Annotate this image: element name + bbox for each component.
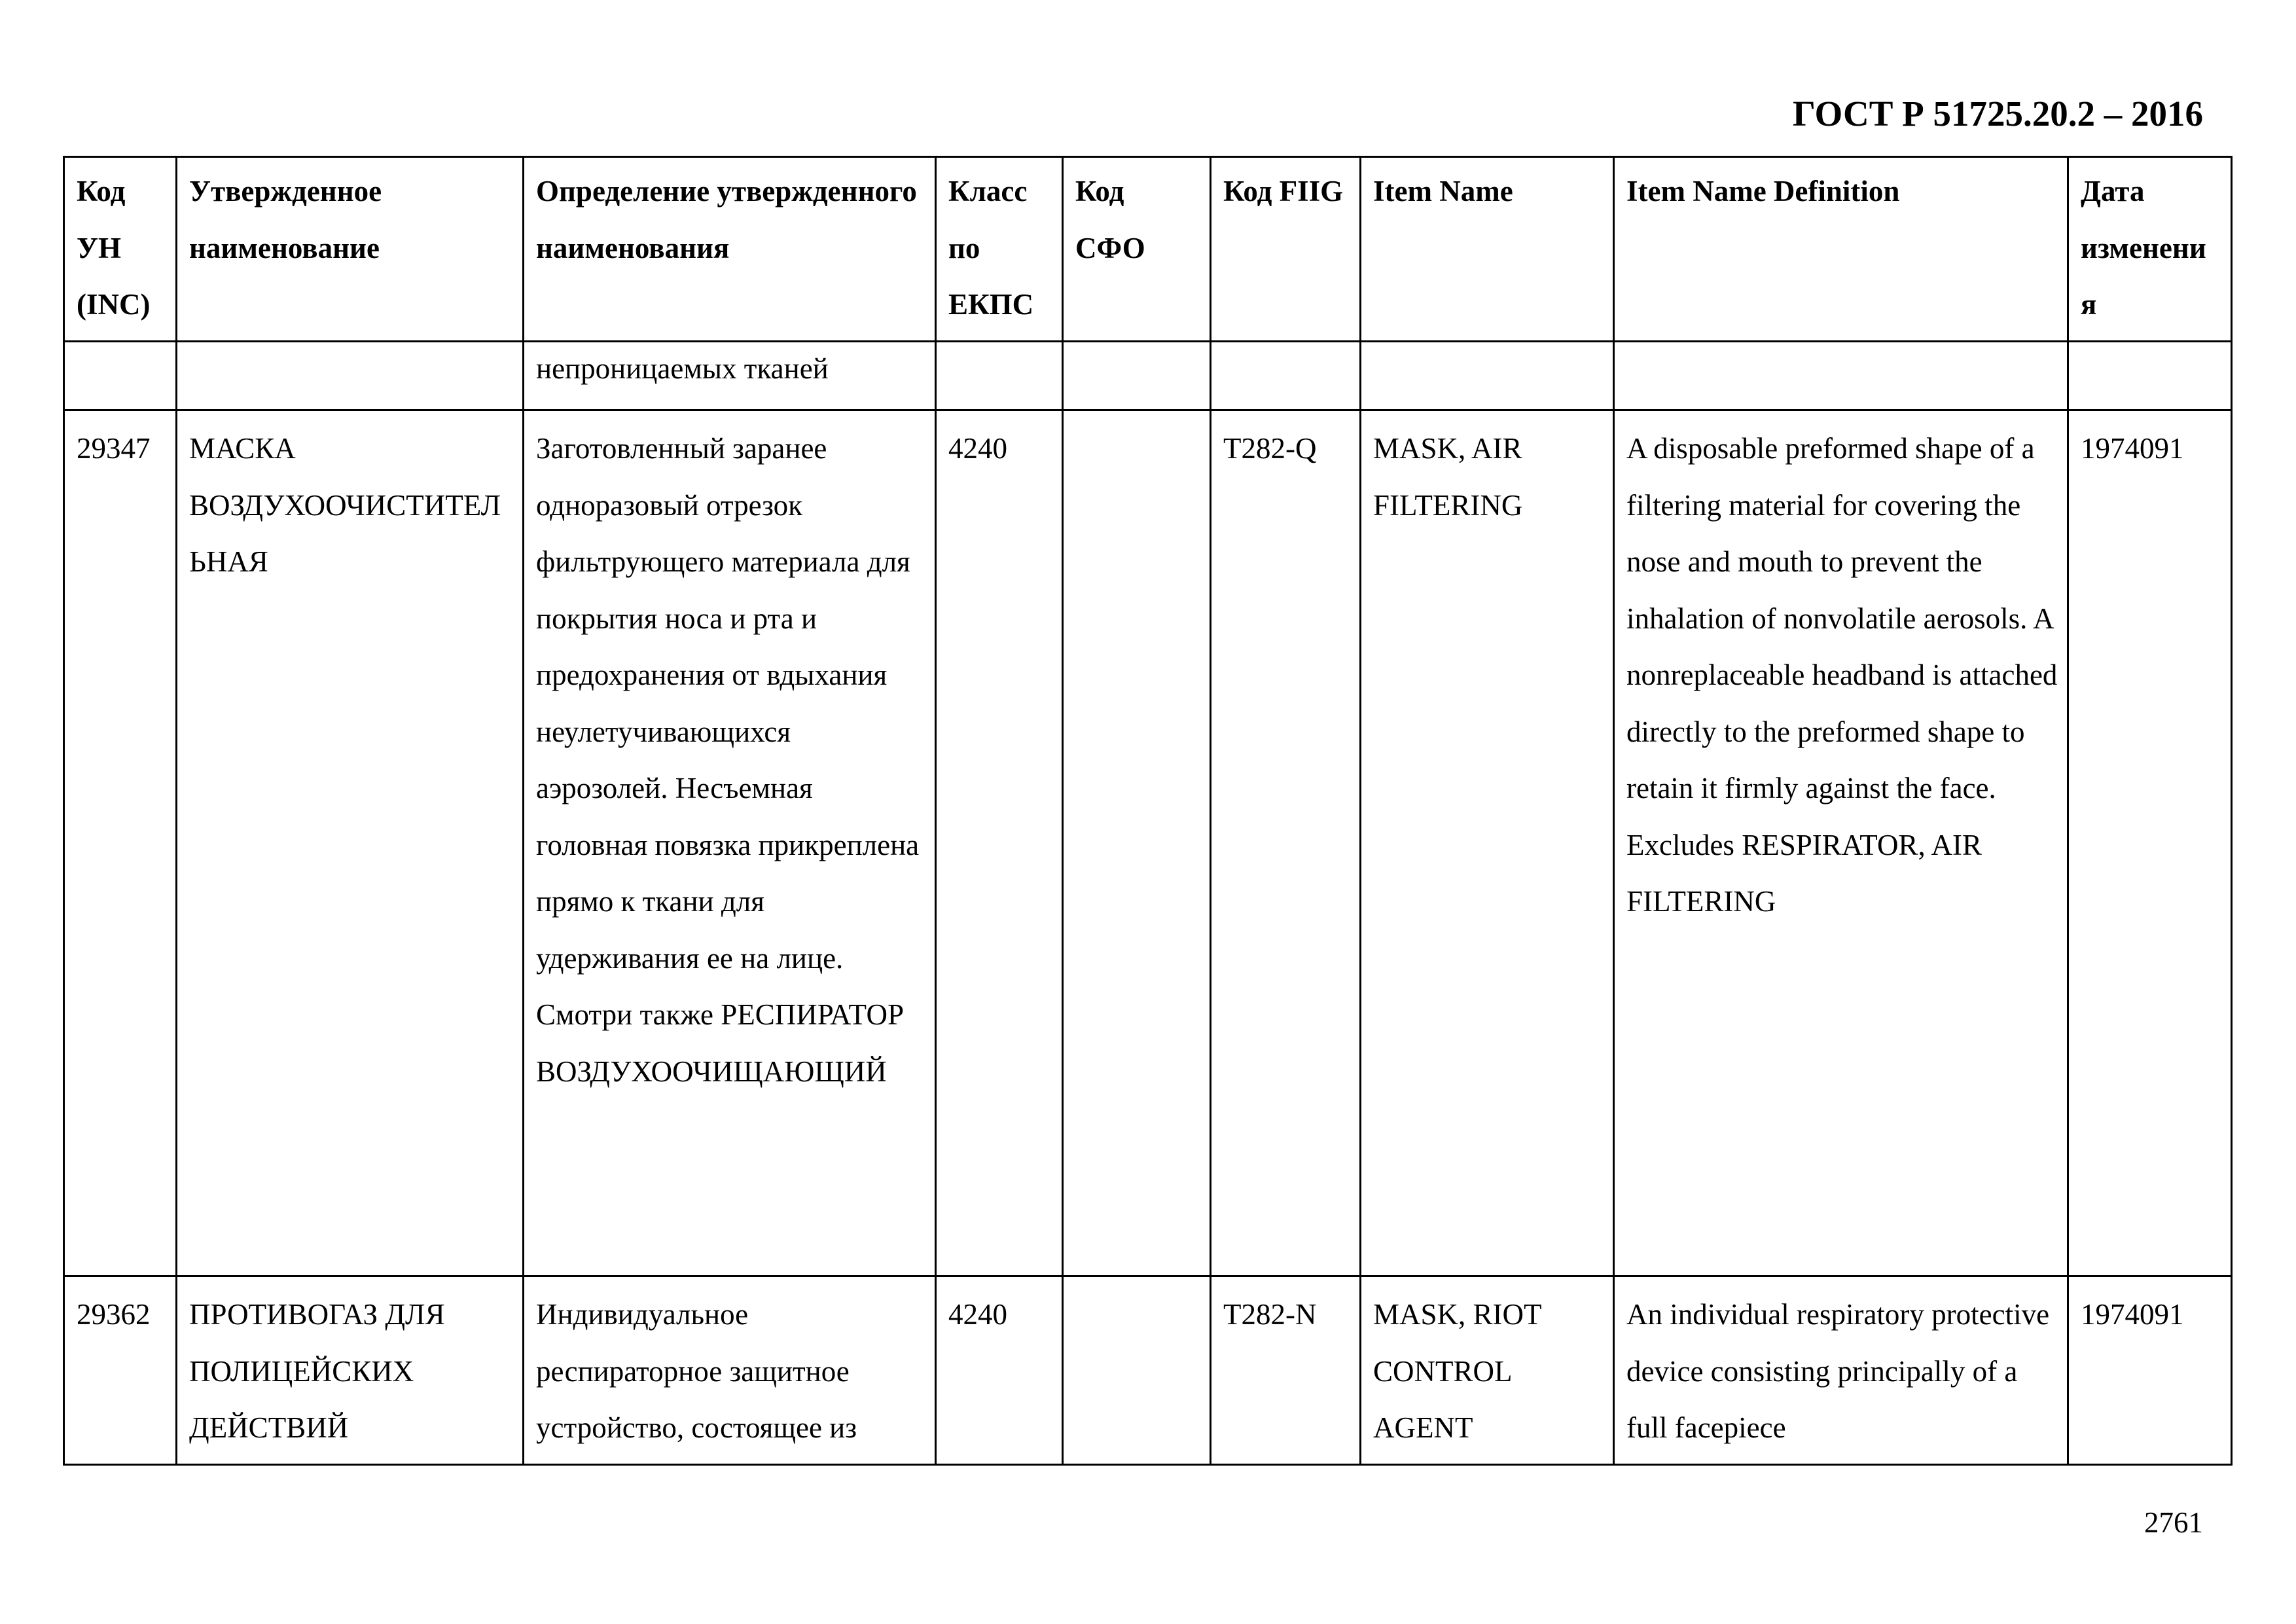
table-row xyxy=(64,410,2232,1276)
col-header-item-name-definition: Item Name Definition xyxy=(1614,157,2068,342)
col-header-definition: Определение утвержденного наименования xyxy=(524,157,936,342)
table-cell xyxy=(177,342,524,410)
date-cell: 1974091 xyxy=(2068,410,2232,1276)
col-header-fiig: Код FIIG xyxy=(1211,157,1361,342)
table-cell xyxy=(1063,342,1211,410)
col-header-date: Дата изменения xyxy=(2068,157,2232,342)
definition-cell: Индивидуальное респираторное защитное устройство, состоящее из xyxy=(524,1276,936,1465)
document-header: ГОСТ Р 51725.20.2 – 2016 xyxy=(1792,94,2203,134)
table-row xyxy=(64,1276,2232,1465)
item-name-cell: MASK, AIR FILTERING xyxy=(1361,410,1614,1276)
table-cell xyxy=(1211,342,1361,410)
inc-cell: 29347 xyxy=(64,410,177,1276)
table-cell xyxy=(1361,342,1614,410)
class-cell: 4240 xyxy=(936,1276,1063,1465)
table-header-row xyxy=(64,157,2232,342)
classification-table xyxy=(63,156,2233,1466)
date-cell: 1974091 xyxy=(2068,1276,2232,1465)
approved-name-cell: ПРОТИВОГАЗ ДЛЯ ПОЛИЦЕЙСКИХ ДЕЙСТВИЙ xyxy=(177,1276,524,1465)
item-name-definition-cell: An individual respiratory protective device consisting principally of a full facepiece xyxy=(1614,1276,2068,1465)
item-name-cell: MASK, RIOT CONTROL AGENT xyxy=(1361,1276,1614,1465)
sfo-cell xyxy=(1063,410,1211,1276)
class-cell: 4240 xyxy=(936,410,1063,1276)
item-name-definition-cell: A disposable preformed shape of a filtering material for covering the nose and mouth to prevent the inhalation of nonvolatile aerosols. A nonreplaceable headband is attached directly to the preformed shape to retain it firmly against the face. Excludes RESPIRATOR, AIR FILTERING xyxy=(1614,410,2068,1276)
inc-cell: 29362 xyxy=(64,1276,177,1465)
definition-cell: Заготовленный заранее одноразовый отрезок фильтрующего материала для покрытия носа и рта и предохранения от вдыхания неулетучивающихся аэрозолей. Несъемная головная повязка прикреплена прямо к ткани для удерживания ее на лице. Смотри также РЕСПИРАТОР ВОЗДУХООЧИЩАЮЩИЙ xyxy=(524,410,936,1276)
definition-continuation: непроницаемых тканей xyxy=(524,342,936,410)
col-header-approved-name: Утвержденное наименование xyxy=(177,157,524,342)
continuation-row xyxy=(64,342,2232,410)
col-header-sfo: Код СФО xyxy=(1063,157,1211,342)
table-cell xyxy=(1614,342,2068,410)
col-header-inc: Код УН (INC) xyxy=(64,157,177,342)
table-cell xyxy=(64,342,177,410)
fiig-cell: T282-N xyxy=(1211,1276,1361,1465)
col-header-item-name: Item Name xyxy=(1361,157,1614,342)
approved-name-cell: МАСКА ВОЗДУХООЧИСТИТЕЛЬНАЯ xyxy=(177,410,524,1276)
fiig-cell: T282-Q xyxy=(1211,410,1361,1276)
page-number: 2761 xyxy=(2144,1506,2203,1539)
col-header-class: Класс по ЕКПС xyxy=(936,157,1063,342)
sfo-cell xyxy=(1063,1276,1211,1465)
table-cell xyxy=(936,342,1063,410)
table-cell xyxy=(2068,342,2232,410)
